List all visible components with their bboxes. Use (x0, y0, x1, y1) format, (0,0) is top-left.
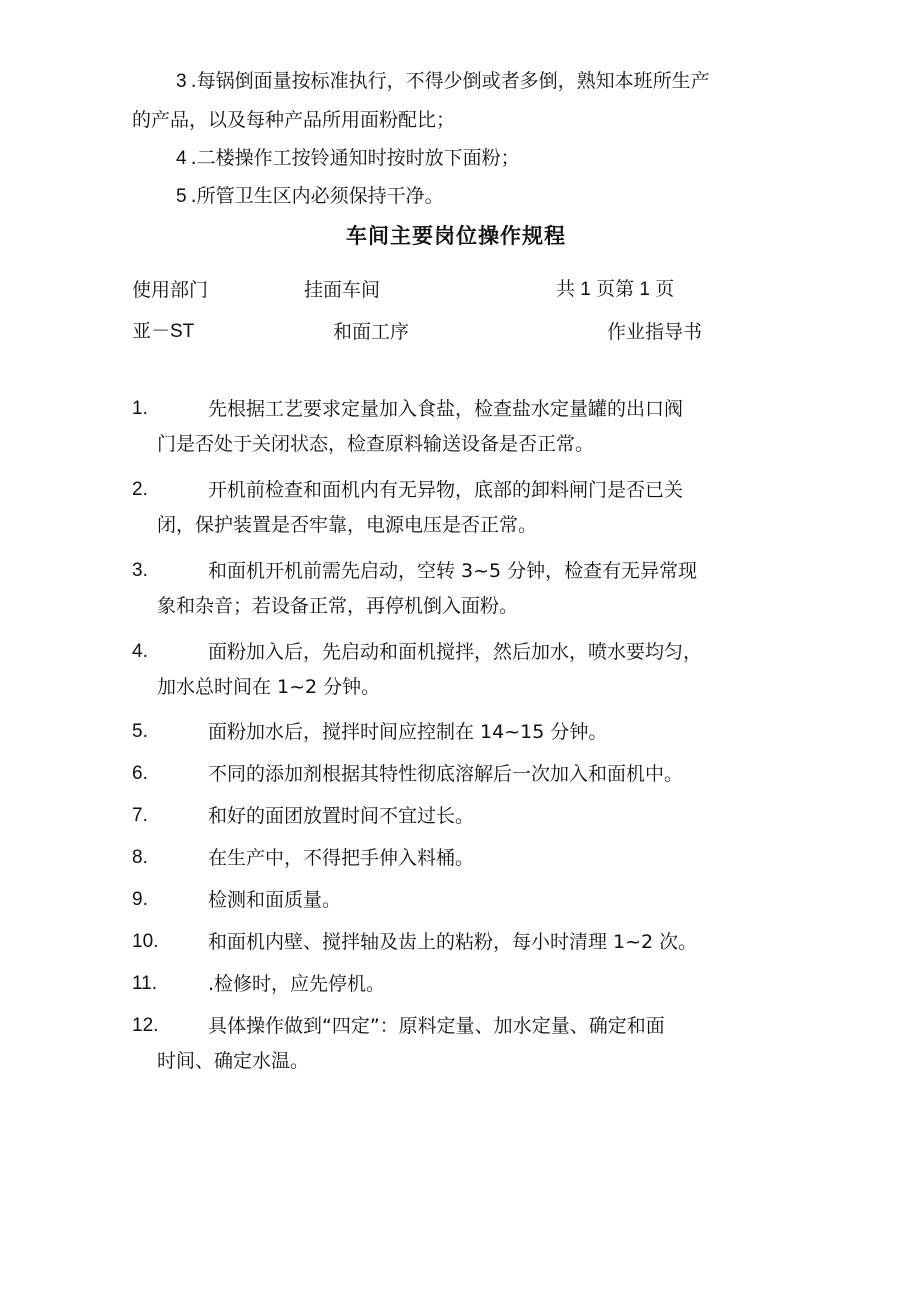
step-number: 5. (132, 721, 148, 742)
step-text: 和好的面团放置时间不宜过长。 (208, 805, 475, 827)
intro-item: 3 .每锅倒面量按标准执行，不得少倒或者多倒，熟知本班所生产 (176, 70, 710, 92)
intro-item: 5 .所管卫生区内必须保持干净。 (176, 185, 444, 207)
step-number: 3. (132, 560, 148, 581)
step-number: 9. (132, 889, 148, 910)
dept-label: 使用部门 (132, 279, 209, 301)
step-text: 面粉加入后，先启动和面机搅拌，然后加水，喷水要均匀， (208, 641, 703, 663)
step-text: 检测和面质量。 (208, 889, 342, 911)
step-number: 1. (132, 398, 148, 419)
step-text: 和面机内壁、搅拌轴及齿上的粘粉，每小时清理 1~2 次。 (208, 931, 698, 953)
step-text: 面粉加水后，搅拌时间应控制在 14~15 分钟。 (208, 721, 608, 743)
step-continuation: 门是否处于关闭状态，检查原料输送设备是否正常。 (157, 433, 595, 455)
step-text: 开机前检查和面机内有无异物，底部的卸料闸门是否已关 (208, 479, 684, 501)
step-text: 具体操作做到“四定”：原料定量、加水定量、确定和面 (208, 1015, 665, 1037)
step-text: 先根据工艺要求定量加入食盐，检查盐水定量罐的出口阀 (208, 398, 684, 420)
step-number: 2. (132, 479, 148, 500)
step-text: .检修时，应先停机。 (208, 973, 386, 995)
dept-value: 挂面车间 (304, 279, 381, 301)
step-number: 7. (132, 805, 148, 826)
step-number: 12. (132, 1015, 159, 1036)
doc-type: 作业指导书 (607, 321, 703, 343)
step-continuation: 闭，保护装置是否牢靠，电源电压是否正常。 (157, 514, 538, 536)
intro-item-continuation: 的产品，以及每种产品所用面粉配比； (132, 109, 456, 131)
step-number: 10. (132, 931, 159, 952)
page-count: 共 1 页第 1 页 (556, 279, 675, 300)
step-number: 4. (132, 641, 148, 662)
intro-item: 4 .二楼操作工按铃通知时按时放下面粉； (176, 147, 520, 169)
step-number: 6. (132, 763, 148, 784)
step-continuation: 加水总时间在 1~2 分钟。 (157, 676, 381, 698)
doc-code: 亚－ST (132, 321, 195, 342)
process-name: 和面工序 (333, 321, 410, 343)
step-text: 和面机开机前需先启动，空转 3~5 分钟，检查有无异常现 (208, 560, 698, 582)
step-text: 不同的添加剂根据其特性彻底溶解后一次加入和面机中。 (208, 763, 684, 785)
step-number: 8. (132, 847, 148, 868)
step-text: 在生产中，不得把手伸入料桶。 (208, 847, 475, 869)
step-number: 11. (132, 973, 158, 994)
step-continuation: 象和杂音；若设备正常，再停机倒入面粉。 (157, 595, 519, 617)
page-title: 车间主要岗位操作规程 (346, 224, 566, 248)
step-continuation: 时间、确定水温。 (157, 1050, 310, 1072)
